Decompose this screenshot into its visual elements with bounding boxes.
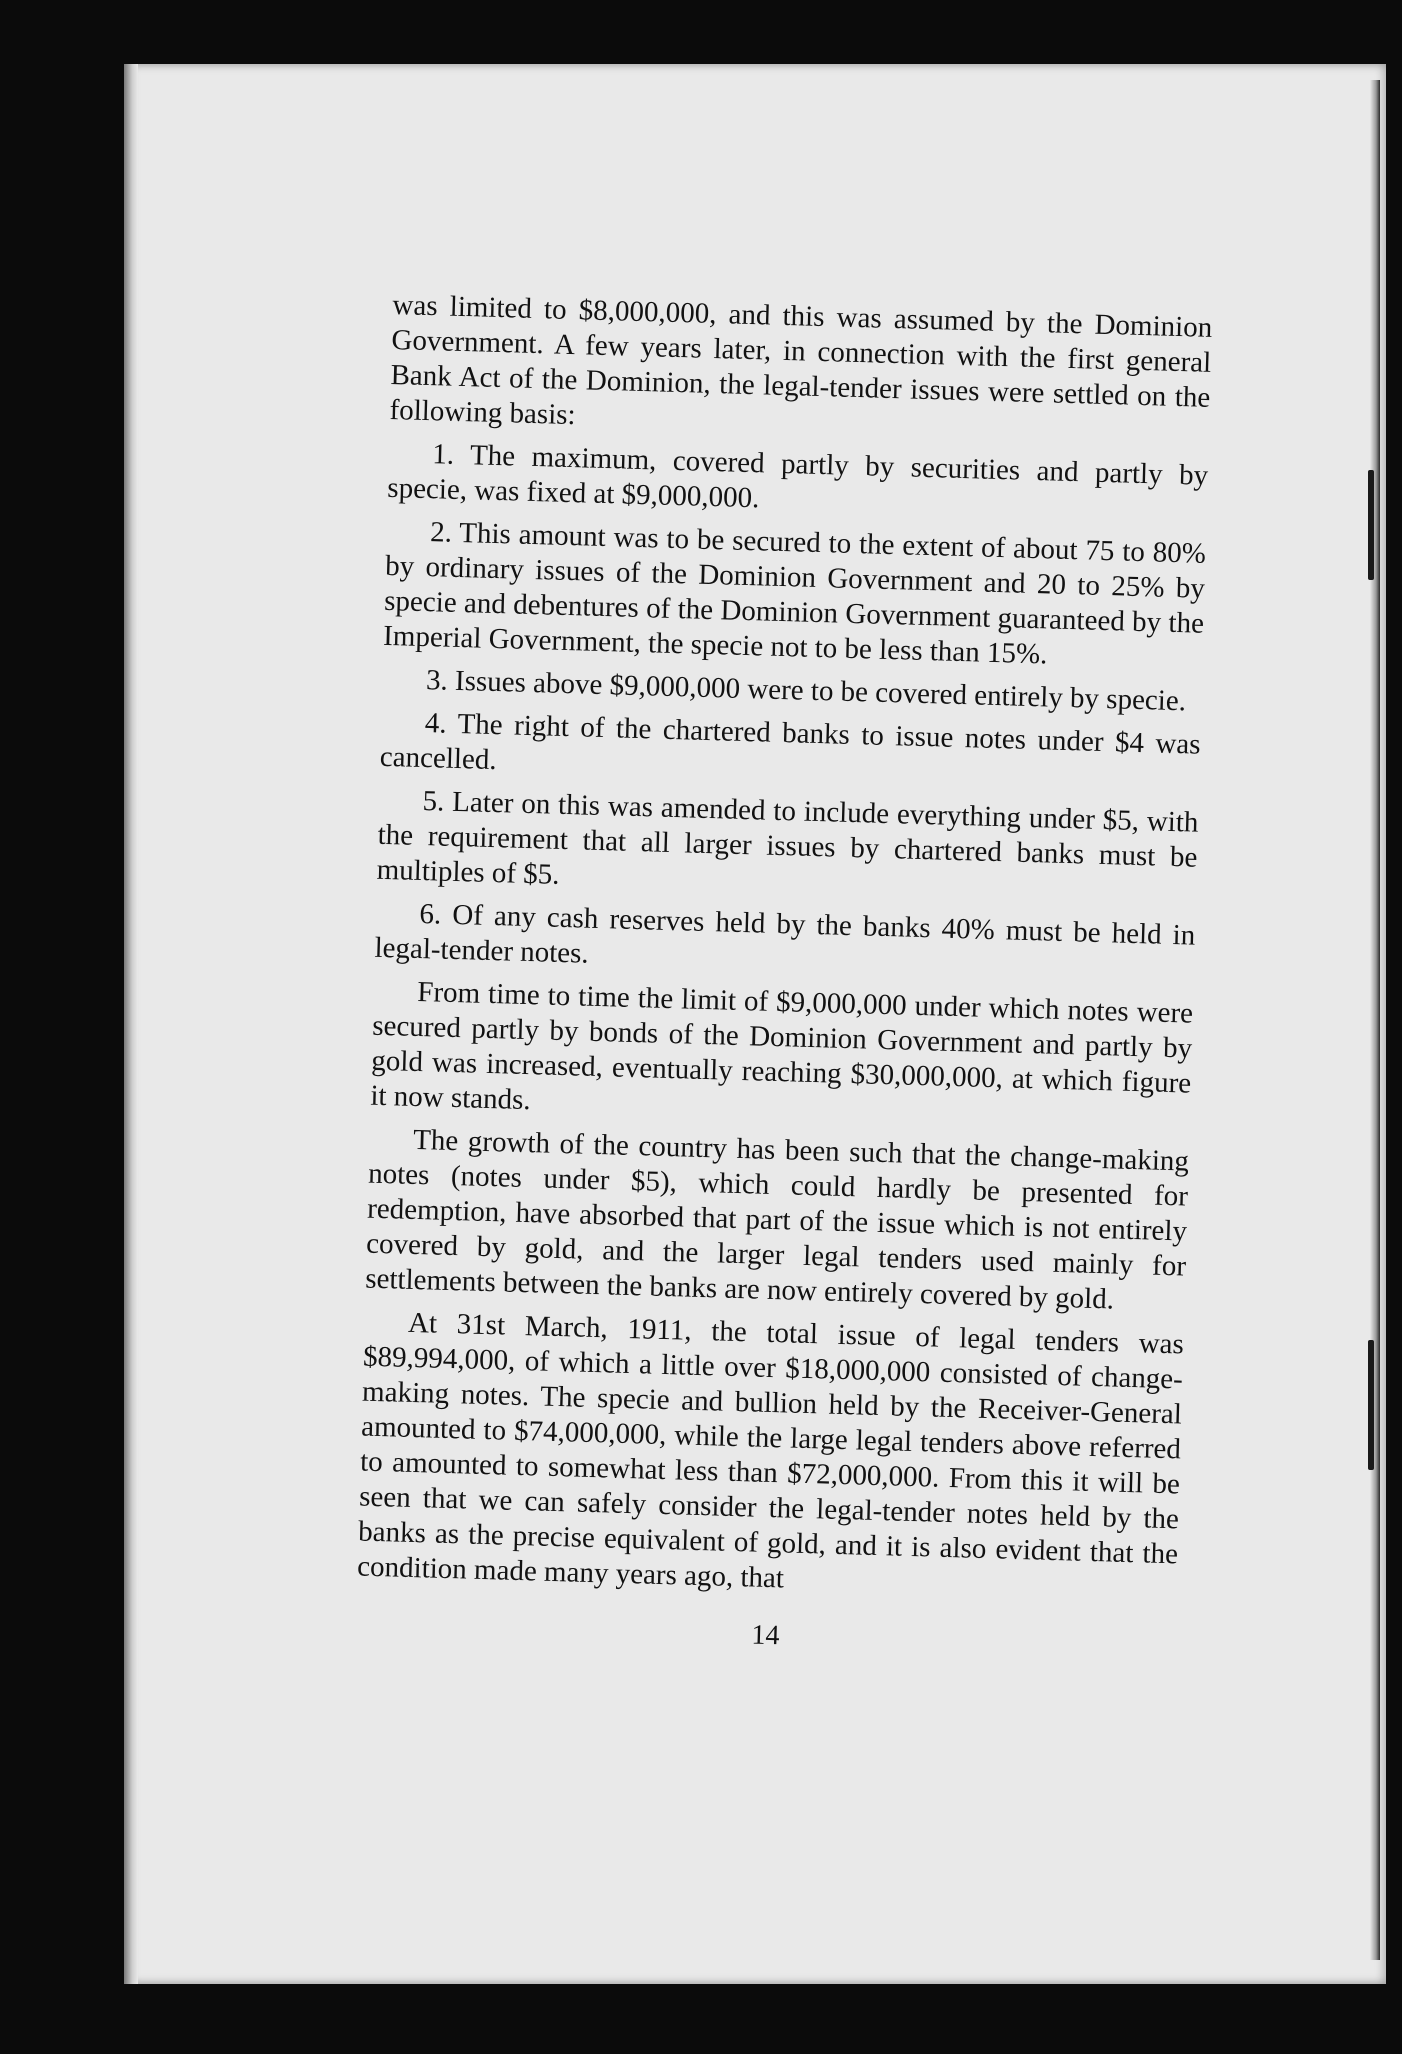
paragraph: At 31st March, 1911, the total issue of legal tenders was $89,994,000, of which a little over $18,000,000 consisted of change-making notes. The specie and bullion held by the Receiver-General amounted to $74,000,000, while the large legal tenders above referred to amounted to somewhat less than $72,000,000. From this it will be seen that we can safely consider the legal-tender notes held by the banks as the precise equivalent of gold, and it is also evident that the condition made many years ago, that (356, 1306, 1185, 1595)
page-number: 14 (751, 1619, 780, 1652)
list-item: 6. Of any cash reserves held by the banks 40% must be held in legal-tender notes. (374, 897, 1196, 970)
bleed-through-mark (1368, 470, 1374, 580)
page-gutter-shadow (124, 64, 138, 1984)
body-text (355, 288, 1212, 1664)
paragraph: From time to time the limit of $9,000,000 under which notes were secured partly by bonds of the Dominion Government and partly by gold was increased, eventually reaching $30,000,000, at which figure it now stands. (369, 975, 1194, 1117)
list-item: 5. Later on this was amended to include everything under $5, with the requirement that all larger issues by chartered banks must be multiples of $5. (376, 785, 1199, 891)
list-item: 4. The right of the chartered banks to issue notes under $4 was cancelled. (379, 707, 1202, 777)
page-right-edge (1370, 80, 1380, 1960)
paragraph: was limited to $8,000,000, and this was assumed by the Dominion Government. A few years later, in connection with the first general Bank Act of the Dominion, the legal-tender issues were settled on the following basis: (389, 288, 1213, 432)
list-item: 1. The maximum, covered partly by securities and partly by specie, was fixed at $9,000,000. (386, 438, 1209, 515)
bleed-through-mark (1368, 1340, 1374, 1470)
list-item: 3. Issues above $9,000,000 were to be covered entirely by specie. (425, 664, 1187, 718)
paragraph: The growth of the country has been such that the change-making notes (notes under $5), which could hardly be presented for redemption, have absorbed that part of the issue which is not entirely covered by gold, and the larger legal tenders used mainly for settlements between the banks are now entirely covered by gold. (364, 1123, 1190, 1316)
list-item: 2. This amount was to be secured to the extent of about 75 to 80% by ordinary issues of the Dominion Government and 20 to 25% by specie and debentures of the Dominion Government guaranteed by the Imperial Government, the specie not to be less than 15%. (382, 516, 1207, 671)
